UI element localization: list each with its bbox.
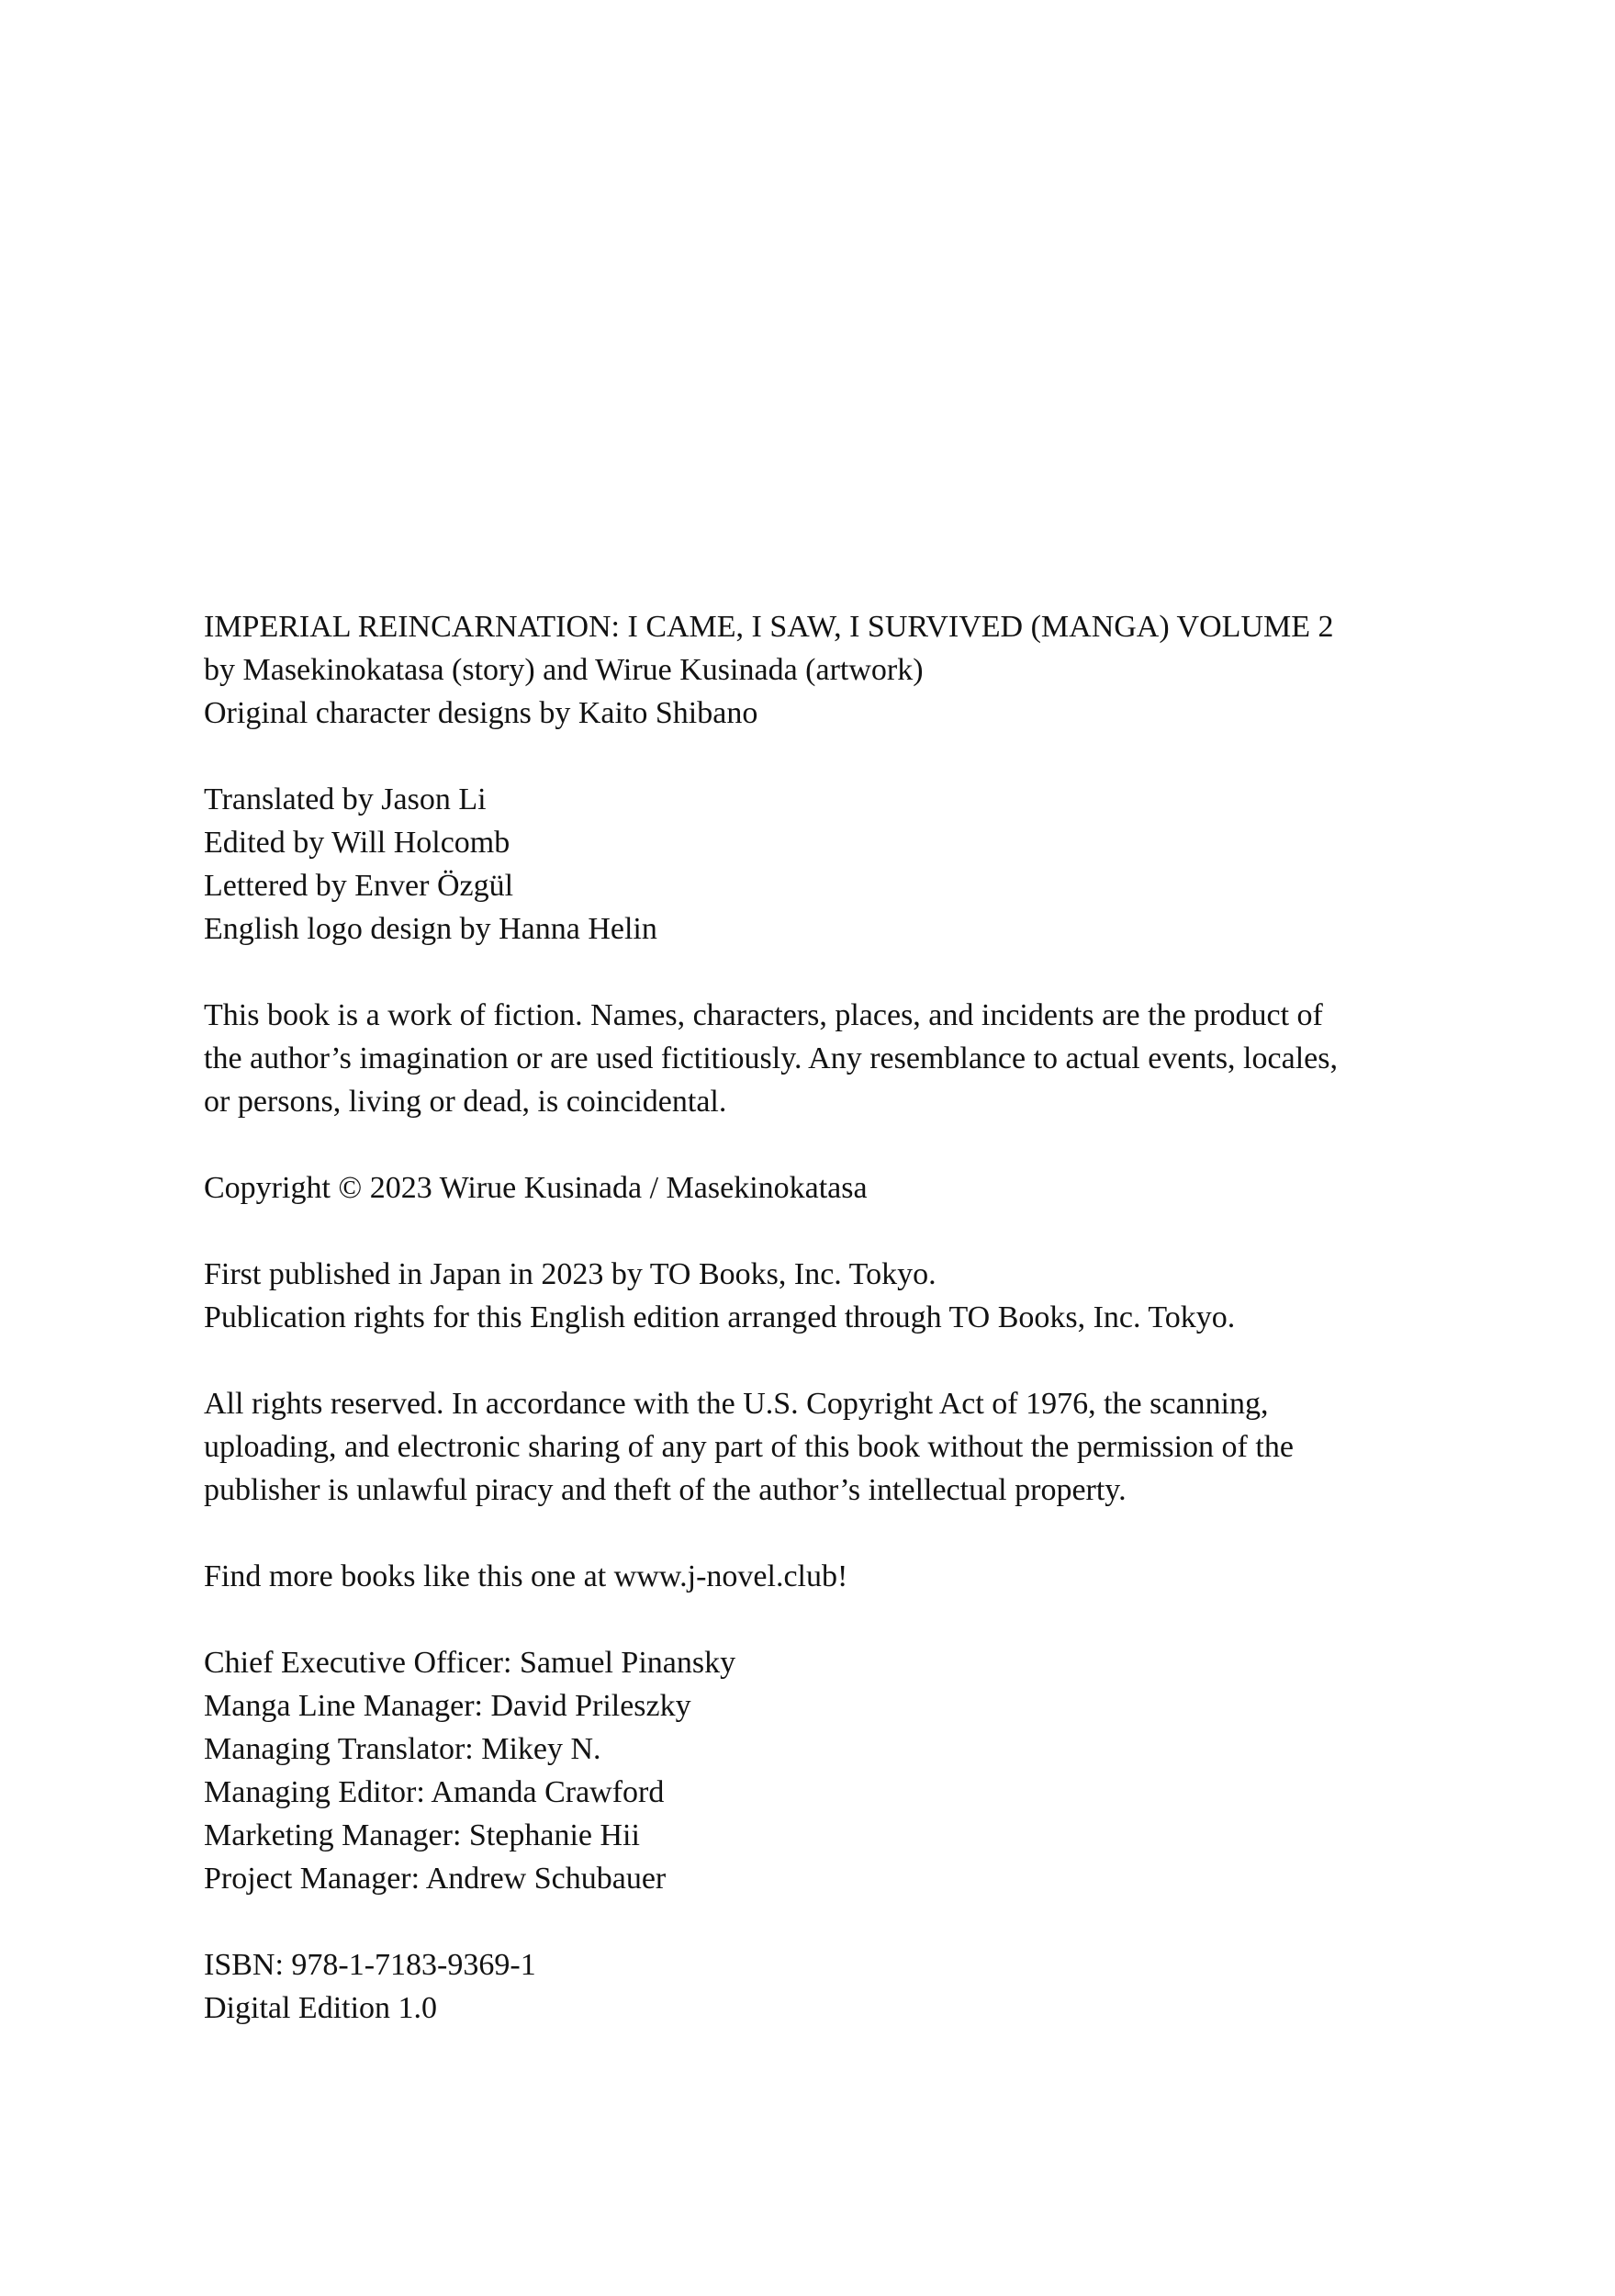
editor-credit: Edited by Will Holcomb xyxy=(204,826,510,860)
first-published-line: First published in Japan in 2023 by TO Books, Inc. Tokyo. xyxy=(204,1257,936,1291)
book-title: IMPERIAL REINCARNATION: I CAME, I SAW, I SURVIVED (MANGA) VOLUME 2 xyxy=(204,610,1334,644)
staff-block xyxy=(204,1641,1338,1900)
fiction-disclaimer-line: the author’s imagination or are used fictitiously. Any resemblance to actual events, locales, xyxy=(204,1041,1338,1075)
find-more-block xyxy=(204,1555,1338,1598)
ceo-credit: Chief Executive Officer: Samuel Pinansky xyxy=(204,1646,736,1680)
project-manager-credit: Project Manager: Andrew Schubauer xyxy=(204,1862,667,1896)
copyright-line: Copyright © 2023 Wirue Kusinada / Masekinokatasa xyxy=(204,1171,868,1205)
fiction-disclaimer-line: or persons, living or dead, is coincidental. xyxy=(204,1085,727,1119)
copyright-block xyxy=(204,1166,1338,1210)
managing-translator-credit: Managing Translator: Mikey N. xyxy=(204,1732,601,1766)
edition-block xyxy=(204,1943,1338,2030)
credits-block xyxy=(204,778,1338,951)
colophon-text-block xyxy=(204,605,1338,2030)
isbn-line: ISBN: 978-1-7183-9369-1 xyxy=(204,1948,536,1982)
letterer-credit: Lettered by Enver Özgül xyxy=(204,869,514,903)
translator-credit: Translated by Jason Li xyxy=(204,782,487,816)
logo-design-credit: English logo design by Hanna Helin xyxy=(204,912,657,946)
publication-block xyxy=(204,1253,1338,1339)
marketing-manager-credit: Marketing Manager: Stephanie Hii xyxy=(204,1818,640,1852)
rights-notice-line: uploading, and electronic sharing of any part of this book without the permission of the xyxy=(204,1430,1294,1464)
rights-notice xyxy=(204,1382,1338,1512)
manga-line-manager-credit: Manga Line Manager: David Prileszky xyxy=(204,1689,691,1723)
fiction-disclaimer xyxy=(204,994,1338,1123)
character-design-credit: Original character designs by Kaito Shibano xyxy=(204,696,758,730)
rights-notice-line: publisher is unlawful piracy and theft of the author’s intellectual property. xyxy=(204,1473,1127,1507)
title-block xyxy=(204,605,1338,735)
publication-rights-line: Publication rights for this English edition arranged through TO Books, Inc. Tokyo. xyxy=(204,1300,1236,1334)
fiction-disclaimer-line: This book is a work of fiction. Names, characters, places, and incidents are the product of xyxy=(204,998,1323,1032)
author-credit: by Masekinokatasa (story) and Wirue Kusinada (artwork) xyxy=(204,653,924,687)
find-more-line: Find more books like this one at www.j-novel.club! xyxy=(204,1559,848,1593)
digital-edition-line: Digital Edition 1.0 xyxy=(204,1991,438,2025)
rights-notice-line: All rights reserved. In accordance with the U.S. Copyright Act of 1976, the scanning, xyxy=(204,1387,1269,1421)
managing-editor-credit: Managing Editor: Amanda Crawford xyxy=(204,1775,665,1809)
